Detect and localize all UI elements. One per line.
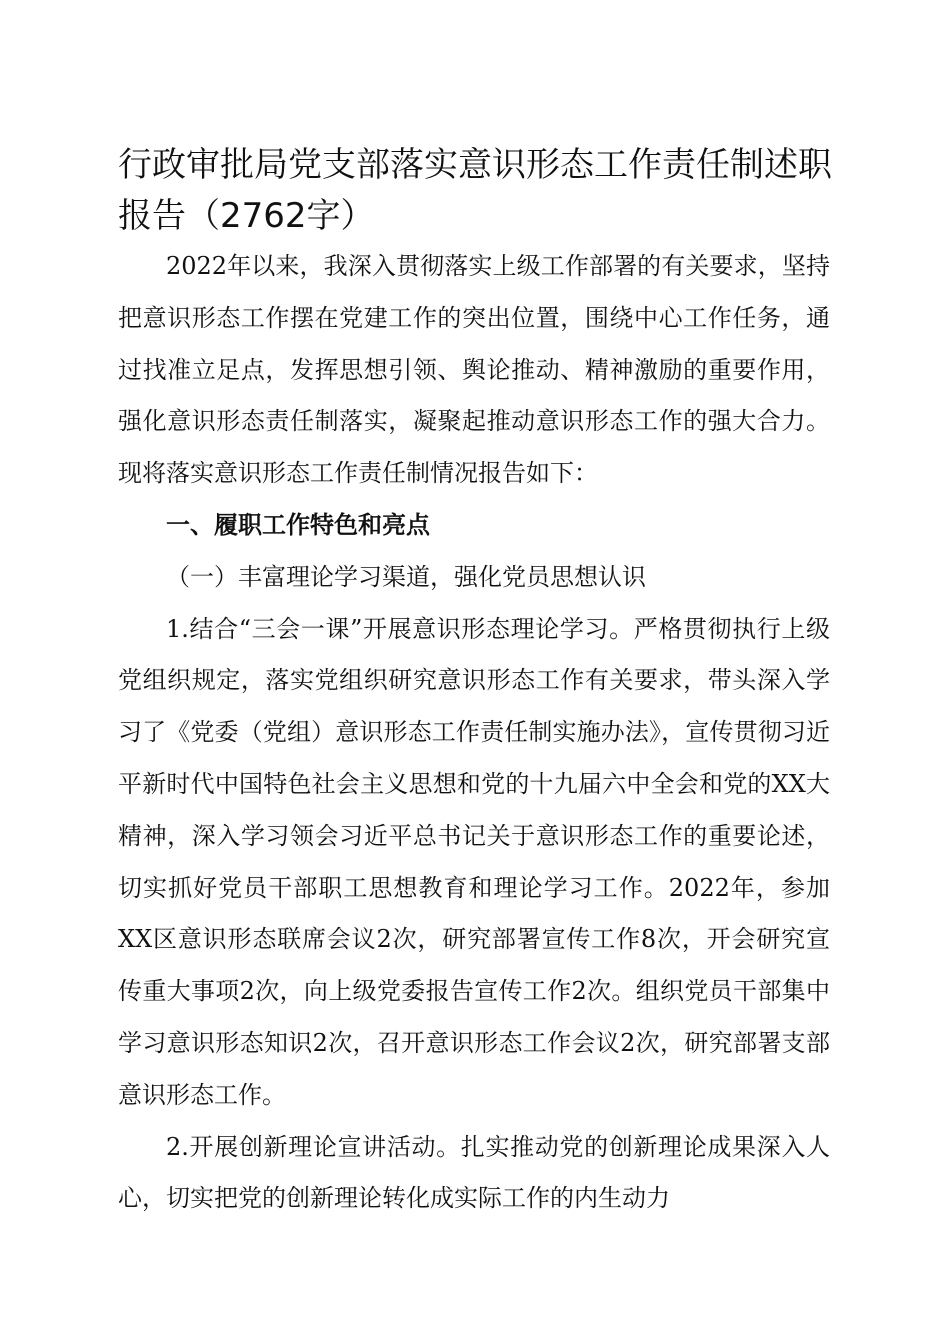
document-title: 行政审批局党支部落实意识形态工作责任制述职报告（2762字） [118,145,832,236]
item-2-paragraph: 2.开展创新理论宣讲活动。扎实推动党的创新理论成果深入人心，切实把党的创新理论转化成实际工作的内生动力 [118,1132,830,1213]
subsection-heading: （一）丰富理论学习渠道，强化党员思想认识 [166,562,646,591]
intro-paragraph: 2022年以来，我深入贯彻落实上级工作部署的有关要求，坚持把意识形态工作摆在党建工作的突出位置，围绕中心工作任务，通过找准立足点，发挥思想引领、舆论推动、精神激励的重要作用，强化意识形态责任制落实，凝聚起推动意识形态工作的强大合力。现将落实意识形态工作责任制情况报告如下： [118,252,830,488]
document-body [118,241,830,1225]
section-heading: 一、履职工作特色和亮点 [166,510,430,539]
item-1-paragraph: 1.结合“三会一课”开展意识形态理论学习。严格贯彻执行上级党组织规定，落实党组织研究意识形态工作有关要求，带头深入学习了《党委（党组）意识形态工作责任制实施办法》，宣传贯彻习近平新时代中国特色社会主义思想和党的十九届六中全会和党的XX大精神，深入学习领会习近平总书记关于意识形态工作的重要论述，切实抓好党员干部职工思想教育和理论学习工作。2022年，参加XX区意识形态联席会议2次，研究部署宣传工作8次，开会研究宣传重大事项2次，向上级党委报告宣传工作2次。组织党员干部集中学习意识形态知识2次，召开意识形态工作会议2次，研究部署支部意识形态工作。 [118,614,830,1109]
